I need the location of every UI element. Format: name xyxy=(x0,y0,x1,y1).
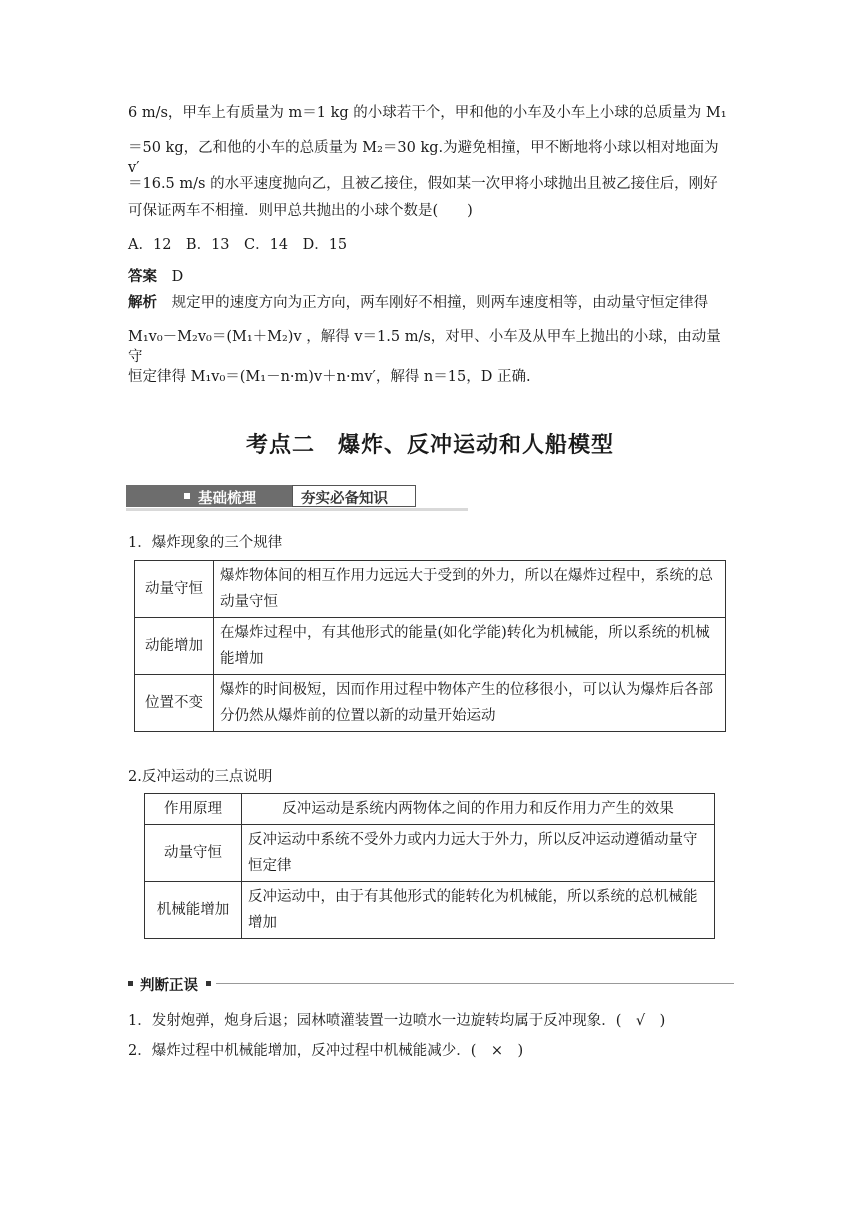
row-text: 爆炸的时间极短，因而作用过程中物体产生的位移很小，可以认为爆炸后各部分仍然从爆炸前的位置以新的动量开始运动 xyxy=(214,675,726,732)
judge-item-1: 1．发射炮弹，炮身后退；园林喷灌装置一边喷水一边旋转均属于反冲现象．( √ ) xyxy=(128,1013,666,1029)
banner-dark xyxy=(126,485,292,507)
analysis-line-2: M₁v₀－M₂v₀＝(M₁＋M₂)v ，解得 v＝1.5 m/s，对甲、小车及从甲车上抛出的小球，由动量守 xyxy=(128,329,721,365)
row-text: 爆炸物体间的相互作用力远远大于受到的外力，所以在爆炸过程中，系统的总动量守恒 xyxy=(214,561,726,618)
problem-line-4: 可保证两车不相撞．则甲总共抛出的小球个数是( ) xyxy=(128,203,473,219)
divider xyxy=(216,983,734,984)
banner-dark-label: 基础梳理 xyxy=(198,491,256,507)
analysis-line-1 xyxy=(128,293,734,313)
recoil-table xyxy=(144,793,715,939)
row-name: 作用原理 xyxy=(145,794,242,825)
table-row xyxy=(145,882,715,939)
row-name: 动量守恒 xyxy=(135,561,214,618)
row-text: 在爆炸过程中，有其他形式的能量(如化学能)转化为机械能，所以系统的机械能增加 xyxy=(214,618,726,675)
answer-label: 答案 xyxy=(128,269,157,285)
row-text: 反冲运动中，由于有其他形式的能转化为机械能，所以系统的总机械能增加 xyxy=(242,882,715,939)
explosion-table xyxy=(134,560,726,732)
row-text: 反冲运动中系统不受外力或内力远大于外力，所以反冲运动遵循动量守恒定律 xyxy=(242,825,715,882)
table-row xyxy=(145,825,715,882)
square-bullet-icon xyxy=(206,981,211,986)
section-title: 考点二 爆炸、反冲运动和人船模型 xyxy=(245,433,614,458)
recoil-heading: 2.反冲运动的三点说明 xyxy=(128,769,273,785)
table-row xyxy=(135,561,726,618)
table-row xyxy=(135,618,726,675)
square-bullet-icon xyxy=(128,981,133,986)
square-bullet-icon xyxy=(184,493,190,499)
analysis-text-1: 规定甲的速度方向为正方向，两车刚好不相撞，则两车速度相等，由动量守恒定律得 xyxy=(171,295,709,311)
table-row xyxy=(145,794,715,825)
banner xyxy=(126,485,468,511)
row-name: 位置不变 xyxy=(135,675,214,732)
banner-light xyxy=(292,485,416,507)
judge-header xyxy=(128,974,734,994)
problem-line-3: ＝16.5 m/s 的水平速度抛向乙，且被乙接住，假如某一次甲将小球抛出且被乙接住后，刚好 xyxy=(128,176,718,192)
table-row xyxy=(135,675,726,732)
analysis-label: 解析 xyxy=(128,295,157,311)
analysis-line-3: 恒定律得 M₁v₀＝(M₁－n·m)v＋n·mv′，解得 n＝15，D 正确. xyxy=(128,369,531,385)
explosion-heading: 1．爆炸现象的三个规律 xyxy=(128,535,283,551)
row-name: 动能增加 xyxy=(135,618,214,675)
row-text: 反冲运动是系统内两物体之间的作用力和反作用力产生的效果 xyxy=(242,794,715,825)
answer-row xyxy=(128,267,734,287)
problem-line-2: ＝50 kg，乙和他的小车的总质量为 M₂＝30 kg.为避免相撞，甲不断地将小球以相对地面为 v′ xyxy=(128,140,719,176)
problem-line-1: 6 m/s，甲车上有质量为 m＝1 kg 的小球若干个，甲和他的小车及小车上小球的总质量为 M₁ xyxy=(128,105,727,121)
answer-value: D xyxy=(171,269,184,285)
banner-light-label: 夯实必备知识 xyxy=(301,491,388,507)
banner-underline xyxy=(126,508,468,511)
row-name: 动量守恒 xyxy=(145,825,242,882)
judge-item-2: 2．爆炸过程中机械能增加，反冲过程中机械能减少．( × ) xyxy=(128,1043,524,1059)
problem-options: A．12 B．13 C．14 D．15 xyxy=(128,237,348,253)
row-name: 机械能增加 xyxy=(145,882,242,939)
judge-heading: 判断正误 xyxy=(140,978,198,994)
